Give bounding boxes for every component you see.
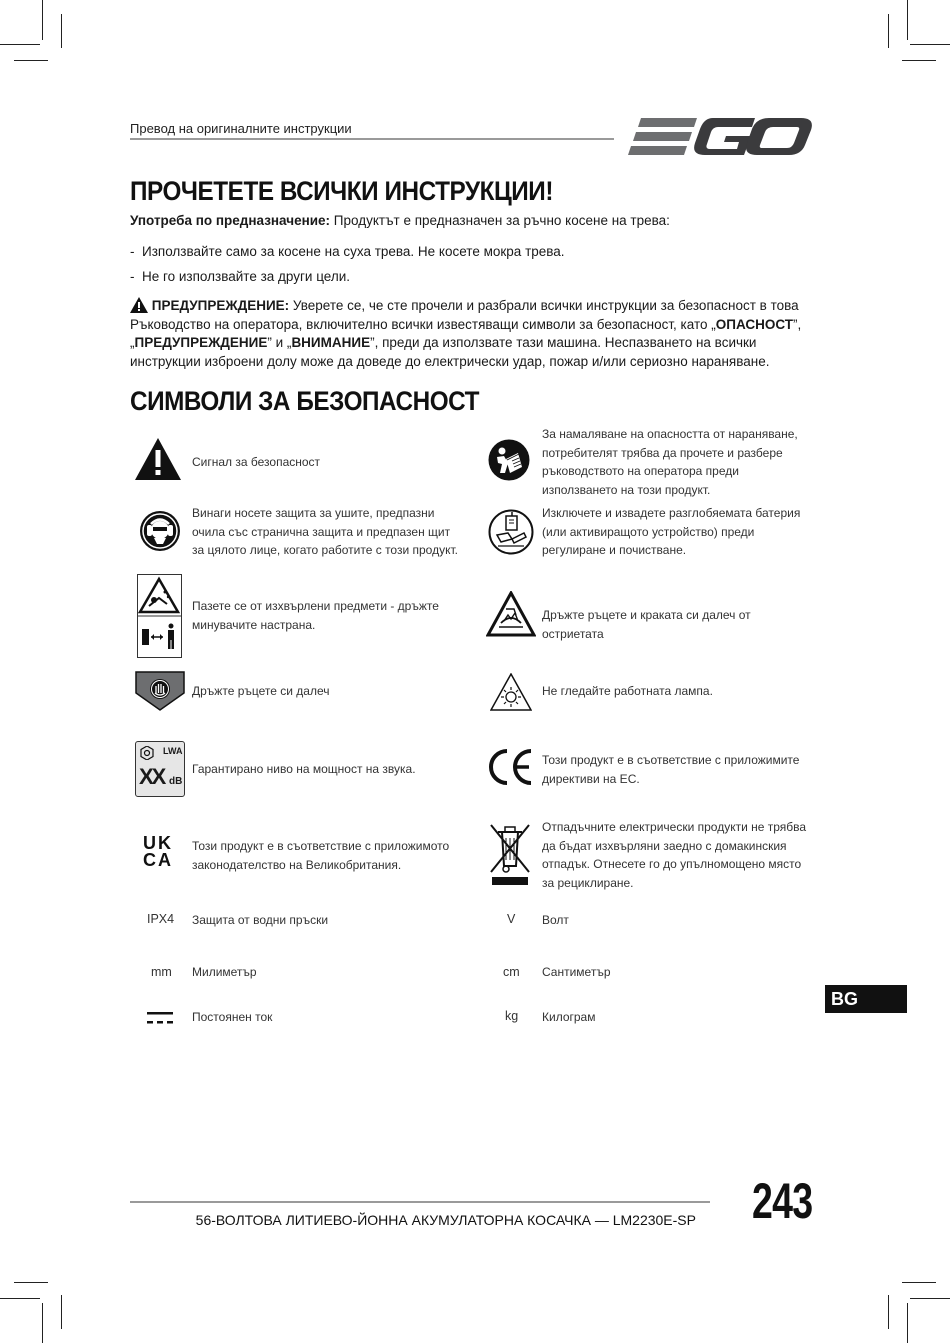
warning-label: ПРЕДУПРЕЖДЕНИЕ: <box>151 298 290 313</box>
header-subtitle: Превод на оригиналните инструкции <box>130 121 352 136</box>
bullet-item: - Използвайте само за косене на суха трева. Не косете мокра трева. <box>130 244 565 259</box>
crop-mark <box>888 1295 889 1329</box>
footer-rule <box>130 1201 710 1203</box>
ear-eye-face-protection-icon <box>139 510 181 557</box>
sound-value: XX <box>139 764 165 789</box>
remove-battery-icon <box>488 509 534 560</box>
ego-logo <box>627 115 813 164</box>
symbol-description: Сигнал за безопасност <box>192 455 321 469</box>
crop-mark <box>61 1295 62 1329</box>
symbol-description: Дръжте ръцете и краката си далеч от остриетата <box>542 608 751 641</box>
symbol-description: Милиметър <box>192 965 257 979</box>
bullet-item: - Не го използвайте за други цели. <box>130 269 351 284</box>
warning-word: ПРЕДУПРЕЖДЕНИЕ <box>134 335 268 350</box>
symbol-description: Дръжте ръцете си далеч <box>192 684 330 698</box>
header-rule <box>130 138 614 140</box>
symbol-description: Сантиметър <box>542 965 611 979</box>
keep-hands-away-icon <box>135 671 185 716</box>
sound-label: LWA <box>163 746 183 756</box>
symbol-description: Винаги носете защита за ушите, предпазни очила със странична защита и предпазен щит за цялото лице, когато работите с този продукт. <box>192 506 458 557</box>
warning-paragraph <box>130 297 820 371</box>
crop-mark <box>902 1282 936 1283</box>
crop-mark <box>0 1298 40 1299</box>
bullet-text: Използвайте само за косене на суха трева. Не косете мокра трева. <box>142 244 565 259</box>
symbol-description: За намаляване на опасността от нараняване, потребителят трябва да прочете и разбере ръководството на оператора преди използването на този продукт. <box>542 427 798 497</box>
warning-text: ” и „ <box>267 335 292 350</box>
crop-mark <box>0 44 40 45</box>
sound-unit: dB <box>169 776 183 787</box>
symbol-description: Пазете се от изхвърлени предмети - дръжте минувачите настрана. <box>192 599 439 632</box>
symbol-description: Килограм <box>542 1010 596 1024</box>
ce-mark-icon <box>487 748 535 791</box>
warning-text: Уверете се, че сте прочели и разбрали всички инструкции за безопасност в това Ръководство на оператора, включително всички известяващи символи за безопасност, като „ <box>130 298 799 332</box>
symbol-description: Изключете и извадете разглобяемата батерия (или активиращото устройство) преди регулиране и почистване. <box>542 506 801 557</box>
kg-abbreviation: kg <box>505 1009 519 1023</box>
weee-bin-icon <box>488 822 532 893</box>
caution-word: ВНИМАНИЕ <box>291 335 371 350</box>
crop-mark <box>888 14 889 48</box>
warning-triangle-icon <box>130 297 148 313</box>
crop-mark <box>42 1303 43 1343</box>
thrown-objects-icon <box>137 574 182 663</box>
intended-use-text: Продуктът е предназначен за ръчно косене на трева: <box>330 213 670 228</box>
symbol-description: Волт <box>542 913 569 927</box>
bullet-text: Не го използвайте за други цели. <box>142 269 351 284</box>
crop-mark <box>14 1282 48 1283</box>
footer-product-title: 56-ВОЛТОВА ЛИТИЕВО-ЙОННА АКУМУЛАТОРНА КОСАЧКА — LM2230E-SP <box>195 1212 696 1228</box>
page-number: 243 <box>752 1173 813 1229</box>
crop-mark <box>907 0 908 40</box>
read-manual-icon <box>488 439 530 486</box>
crop-mark <box>910 44 950 45</box>
ipx4-abbreviation: IPX4 <box>147 912 175 926</box>
symbol-description: Постоянен ток <box>192 1010 273 1024</box>
symbol-description: Защита от водни пръски <box>192 913 329 927</box>
warning-text: ”, „ <box>130 316 802 350</box>
mm-abbreviation: mm <box>151 965 172 979</box>
intended-use-label: Употреба по предназначение: <box>130 213 331 228</box>
symbol-description: Отпадъчните електрически продукти не трябва да бъдат изхвърляни заедно с домакинския отпадък. Отнесете го до упълномощено място за рециклиране. <box>542 820 807 890</box>
ukca-line-2: CA <box>143 850 173 870</box>
ukca-icon <box>143 835 177 869</box>
volt-abbreviation: V <box>507 912 516 926</box>
crop-mark <box>910 1298 950 1299</box>
page-title: ПРОЧЕТЕТЕ ВСИЧКИ ИНСТРУКЦИИ! <box>130 176 553 206</box>
symbol-description: Този продукт е в съответствие с приложимите директиви на ЕС. <box>542 753 800 786</box>
symbol-description: Този продукт е в съответствие с приложимото законодателство на Великобритания. <box>192 839 450 872</box>
danger-word: ОПАСНОСТ <box>715 316 794 332</box>
crop-mark <box>14 60 48 61</box>
safety-alert-icon <box>134 437 184 483</box>
cm-abbreviation: cm <box>503 965 520 979</box>
sound-power-icon <box>135 741 185 797</box>
work-lamp-icon <box>490 673 532 716</box>
crop-mark <box>61 14 62 48</box>
crop-mark <box>907 1303 908 1343</box>
blade-hazard-icon <box>486 591 536 642</box>
symbols-title: СИМВОЛИ ЗА БЕЗОПАСНОСТ <box>130 386 480 416</box>
crop-mark <box>902 60 936 61</box>
symbol-description: Не гледайте работната лампа. <box>542 684 713 698</box>
crop-mark <box>42 0 43 40</box>
language-tab: BG <box>825 985 907 1013</box>
intended-use <box>130 213 670 228</box>
symbol-description: Гарантирано ниво на мощност на звука. <box>192 762 416 776</box>
direct-current-icon <box>147 1011 173 1030</box>
warning-text: ”, преди да използвате тази машина. Неспазването на всички инструкции изброени долу може да доведе до електрически удар, пожар и/или сериозно нараняване. <box>130 335 770 369</box>
ukca-line-1: UK <box>143 833 173 853</box>
